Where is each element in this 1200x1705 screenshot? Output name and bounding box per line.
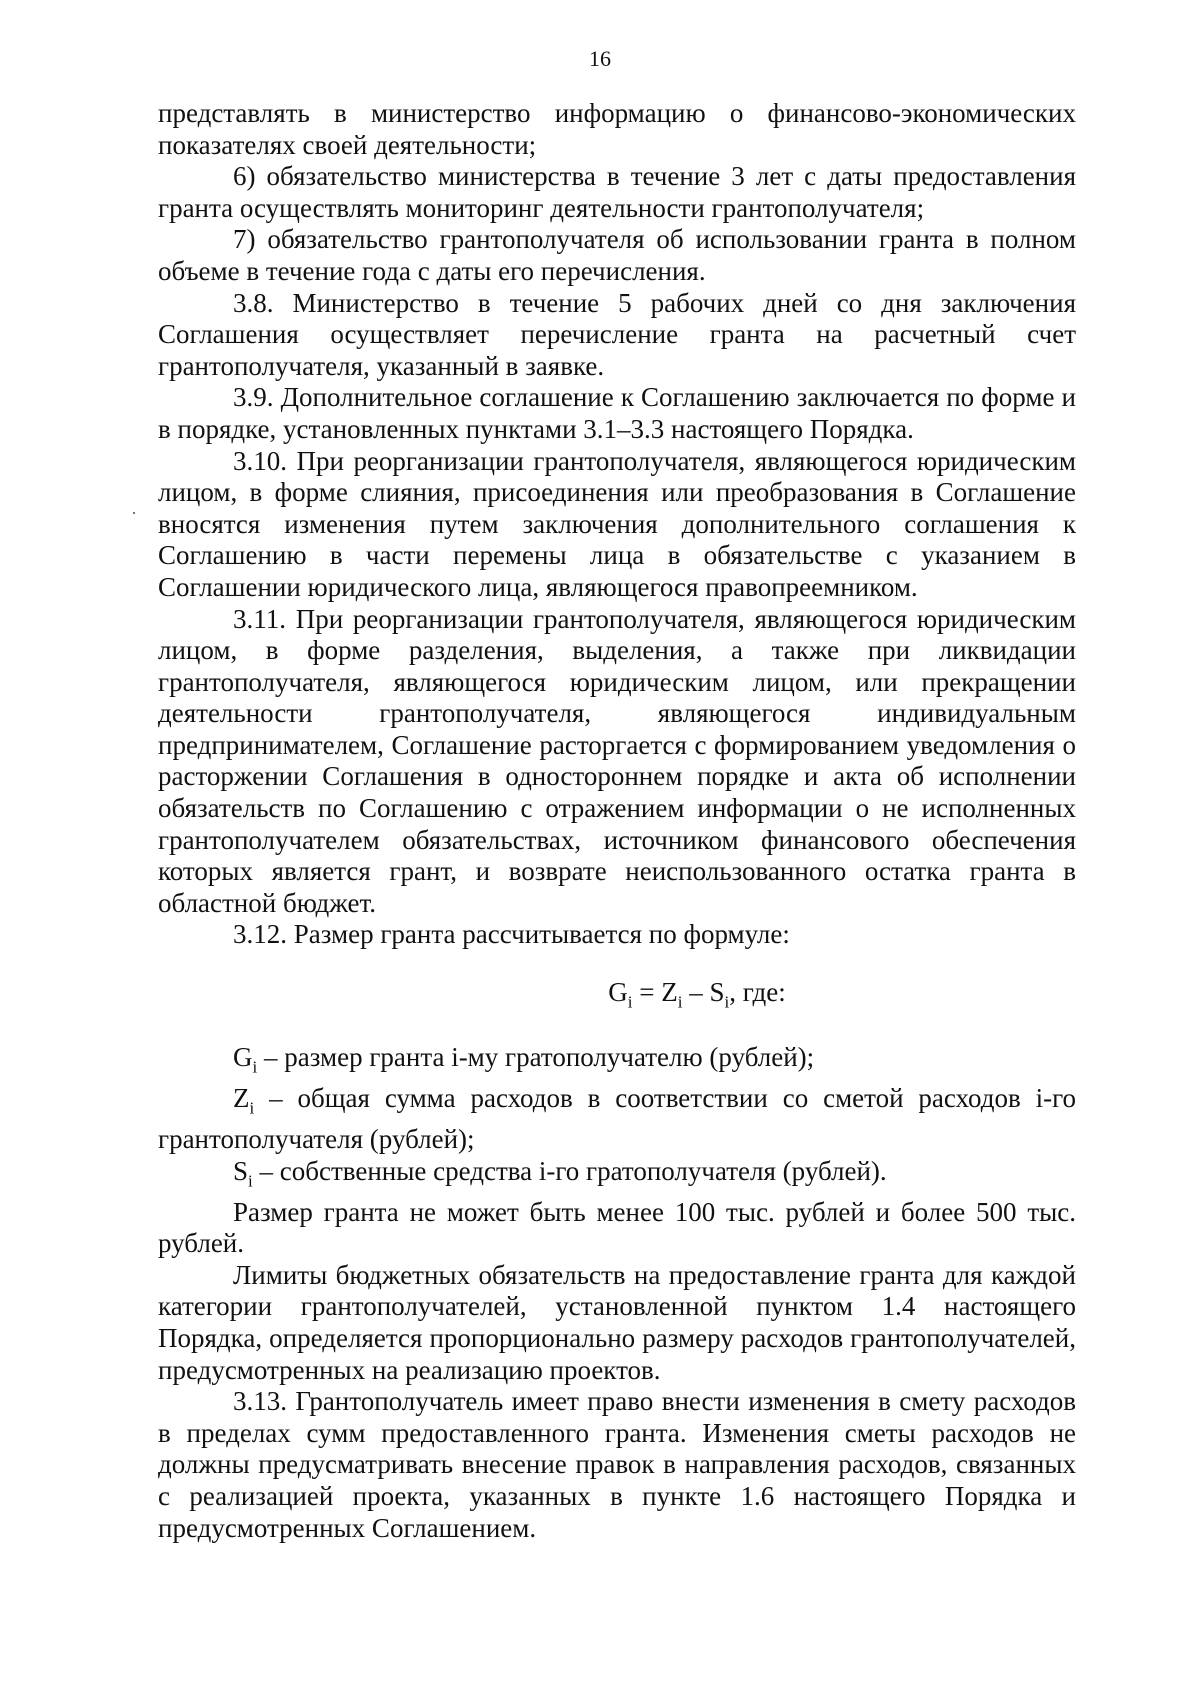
paragraph-3-13: 3.13. Грантополучатель имеет право внести изменения в смету расходов в пределах сумм предоставленного гранта. Изменения сметы расходов не должны предусматривать внесение правок в направления расходов, связанных с реализацией проекта, указанных в пункте 1.6 настоящего Порядка и предусмотренных Соглашением. [158, 1386, 1076, 1543]
paragraph-3-11: 3.11. При реорганизации грантополучателя, являющегося юридическим лицом, в форме разделения, выделения, а также при ликвидации грантополучателя, являющегося юридическим лицом, или прекращении деятельности грантополучателя, являющегося индивидуальным предпринимателем, Соглашение расторгается с формированием уведомления о расторжении Соглашения в одностороннем порядке и акта об исполнении обязательств по Соглашению с отражением информации о не исполненных грантополучателем обязательствах, источником финансового обеспечения которых является грант, и возврате неиспользованного остатка гранта в областной бюджет. [158, 603, 1076, 918]
definition-g: $G_i$ – размер гранта i-му гратополучателю (рублей); [233, 1042, 815, 1077]
definition-s: $S_i$ – собственные средства i-го гратополучателя (рублей). [233, 1155, 887, 1190]
paragraph-budget-limits: Лимиты бюджетных обязательств на предоставление гранта для каждой категории грантополучателей, установленной пунктом 1.4 настоящего Порядка, определяется пропорционально размеру расходов грантополучателей, предусмотренных на реализацию проектов. [158, 1259, 1076, 1385]
paragraph-continuation: представлять в министерство информацию о финансово-экономических показателях своей деятельности; [158, 98, 1076, 160]
document-body [158, 98, 1076, 1544]
paragraph-3-12: 3.12. Размер гранта рассчитывается по формуле: [233, 919, 790, 950]
page-number: 16 [589, 46, 611, 71]
paragraph-3-8: 3.8. Министерство в течение 5 рабочих дней со дня заключения Соглашения осуществляет перечисление гранта на расчетный счет грантополучателя, указанный в заявке. [158, 287, 1076, 381]
paragraph-3-9: 3.9. Дополнительное соглашение к Соглашению заключается по форме и в порядке, установленных пунктами 3.1–3.3 настоящего Порядка. [158, 382, 1076, 444]
definition-z: $Z_i$ – общая сумма расходов в соответствии со сметой расходов i-го грантополучателя (рублей); [158, 1083, 1076, 1154]
paragraph-item-7: 7) обязательство грантополучателя об использовании гранта в полном объеме в течение года с даты его перечисления. [158, 224, 1076, 286]
paragraph-item-6: 6) обязательство министерства в течение 3 лет с даты предоставления гранта осуществлять мониторинг деятельности грантополучателя; [158, 161, 1076, 223]
paragraph-grant-size-limits: Размер гранта не может быть менее 100 тыс. рублей и более 500 тыс. рублей. [158, 1196, 1076, 1259]
grant-formula: $G_i = Z_i - S_i$, где: [608, 977, 786, 1012]
scan-speck [133, 512, 135, 514]
paragraph-3-10: 3.10. При реорганизации грантополучателя, являющегося юридическим лицом, в форме слияния, присоединения или преобразования в Соглашение вносятся изменения путем заключения дополнительного соглашения к Соглашению в части перемены лица в обязательстве с указанием в Соглашении юридического лица, являющегося правопреемником. [158, 445, 1076, 602]
